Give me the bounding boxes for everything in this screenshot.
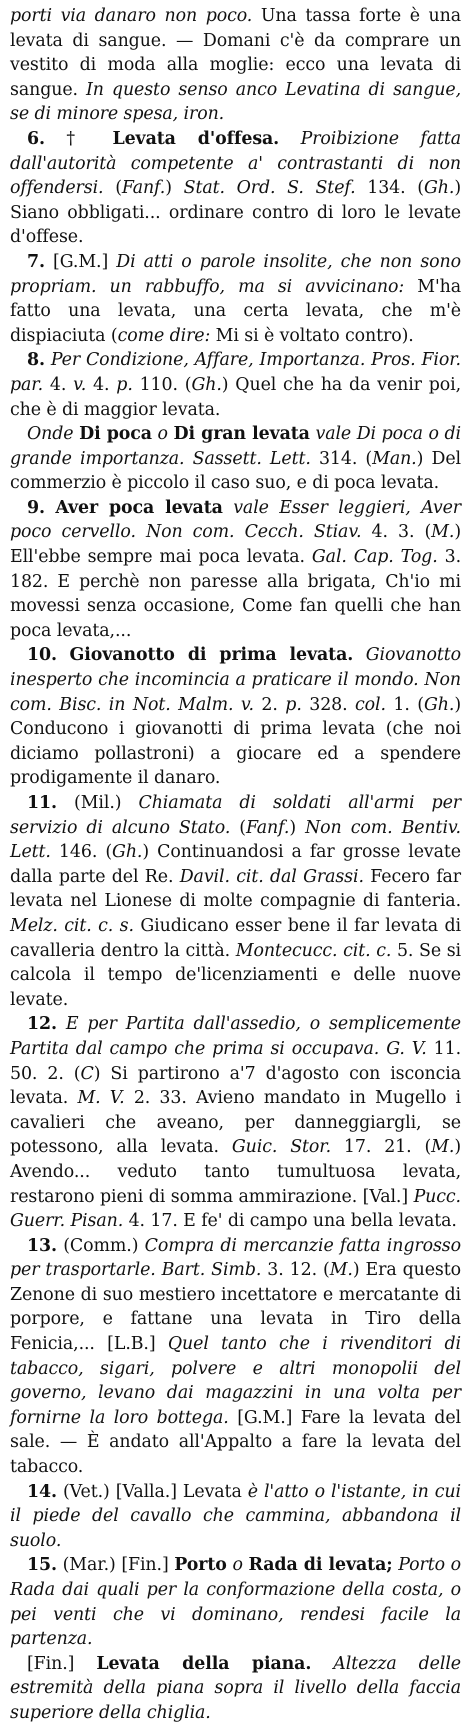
entry-15-marina: 15. (Mar.) [Fin.] Porto o Rada di levata; Porto o Rada dai quali per la conformazione della costa, o pei venti che vi dominano, rendesi facile la partenza. bbox=[10, 1555, 461, 1650]
entry-levata-piana: [Fin.] Levata della piana. Altezza delle estremità della piana sopra il livello della faccia superiore della chiglia. bbox=[10, 1653, 461, 1723]
entry-12-partita: 12. E per Partita dall'assedio, o semplicemente Partita dal campo che prima si occupava. G. V. 11. 50. 2. (C) Si partirono a'7 d'agosto con isconcia levata. M. V. 2. 33. Avieno mandato in Mugello i cavalieri che aveano, per danneggiargli, se potessono, alla levata. Guic. Stor. 17. 21. (M.) Avendo... veduto tanto tumultuosa levata, restarono pieni di somma ammirazione. [Val.] Pucc. Guerr. Pisan. 4. 17. E fe' di campo una bella levata. bbox=[10, 1014, 461, 1232]
entry-continuation: porti via danaro non poco. Una tassa forte è una levata di sangue. — Domani c'è da comprare un vestito di moda alla moglie: ecco una levata di sangue. In questo senso anco Levatina di sangue, se di minore spesa, iron. bbox=[10, 6, 462, 125]
entry-13-commercio: 13. (Comm.) Compra di mercanzie fatta ingrosso per trasportarle. Bart. Simb. 3. 12. (M.) Era questo Zenone di suo mestiero incettatore e mercatante di porpore, e fattane una levata in Tiro della Fenicia,... [L.B.] Quel tanto che i rivenditori di tabacco, sigari, polvere e altri monopolii del governo, levano dai magazzini in una volta per fornirne la loro bottega. [G.M.] Fare la levata del sale. — È andato all'Appalto a fare la levata del tabacco. bbox=[10, 1235, 462, 1478]
entry-8-di-poca-levata: Onde Di poca o Di gran levata vale Di poca o di grande importanza. Sassett. Lett. 314. (Man.) Del commerzio è piccolo il caso suo, e di poca levata. bbox=[10, 424, 461, 494]
entry-6-levata-offesa: 6. † Levata d'offesa. Proibizione fatta dall'autorità competente a' contrastanti di non offendersi. (Fanf.) Stat. Ord. S. Stef. 134. (Gh.) Siano obbligati... ordinare contro di loro le levate d'offese. bbox=[10, 128, 462, 248]
entry-10-giovanotto: 10. Giovanotto di prima levata. Giovanotto inesperto che incomincia a praticare il mondo. Non com. Bisc. in Not. Malm. v. 2. p. 328. col. 1. (Gh.) Conducono i giovanotti di prima levata (che noi diciamo pollastroni) a giocare ed a spendere prodigamente il danaro. bbox=[10, 645, 461, 789]
entry-8-condizione: 8. Per Condizione, Affare, Importanza. Pros. Fior. par. 4. v. 4. p. 110. (Gh.) Quel che ha da venir poi, che è di maggior levata. bbox=[10, 350, 462, 420]
entry-9-aver-poca-levata: 9. Aver poca levata vale Esser leggieri, Aver poco cervello. Non com. Cecch. Stiav. 4. 3. (M.) Ell'ebbe sempre mai poca levata. Gal. Cap. Tog. 3. 182. E perchè non paresse alla brigata, Ch'io mi movessi senza occasione, Come fan quelli che han poca levata,... bbox=[10, 497, 461, 641]
entry-14-veterinaria: 14. (Vet.) [Valla.] Levata è l'atto o l'istante, in cui il piede del cavallo che cammina, abbandona il suolo. bbox=[10, 1481, 461, 1551]
entry-11-militare: 11. (Mil.) Chiamata di soldati all'armi per servizio di alcuno Stato. (Fanf.) Non com. Bentiv. Lett. 146. (Gh.) Continuandosi a far grosse levate dalla parte del Re. Davil. cit. dal Grassi. Fecero far levata nel Lionese di molte compagnie di fanteria. Melz. cit. c. s. Giudicano esser bene il far levata di cavalleria dentro la città. Montecucc. cit. c. 5. Se si calcola il tempo de'licenziamenti e delle nuove levate. bbox=[10, 793, 462, 1010]
entry-7-atti-insoliti: 7. [G.M.] Di atti o parole insolite, che non sono propriam. un rabbuffo, ma si avvicinano: M'ha fatto una levata, una certa levata, che m'è dispiaciuta (come dire: Mi si è voltato contro). bbox=[10, 251, 461, 346]
